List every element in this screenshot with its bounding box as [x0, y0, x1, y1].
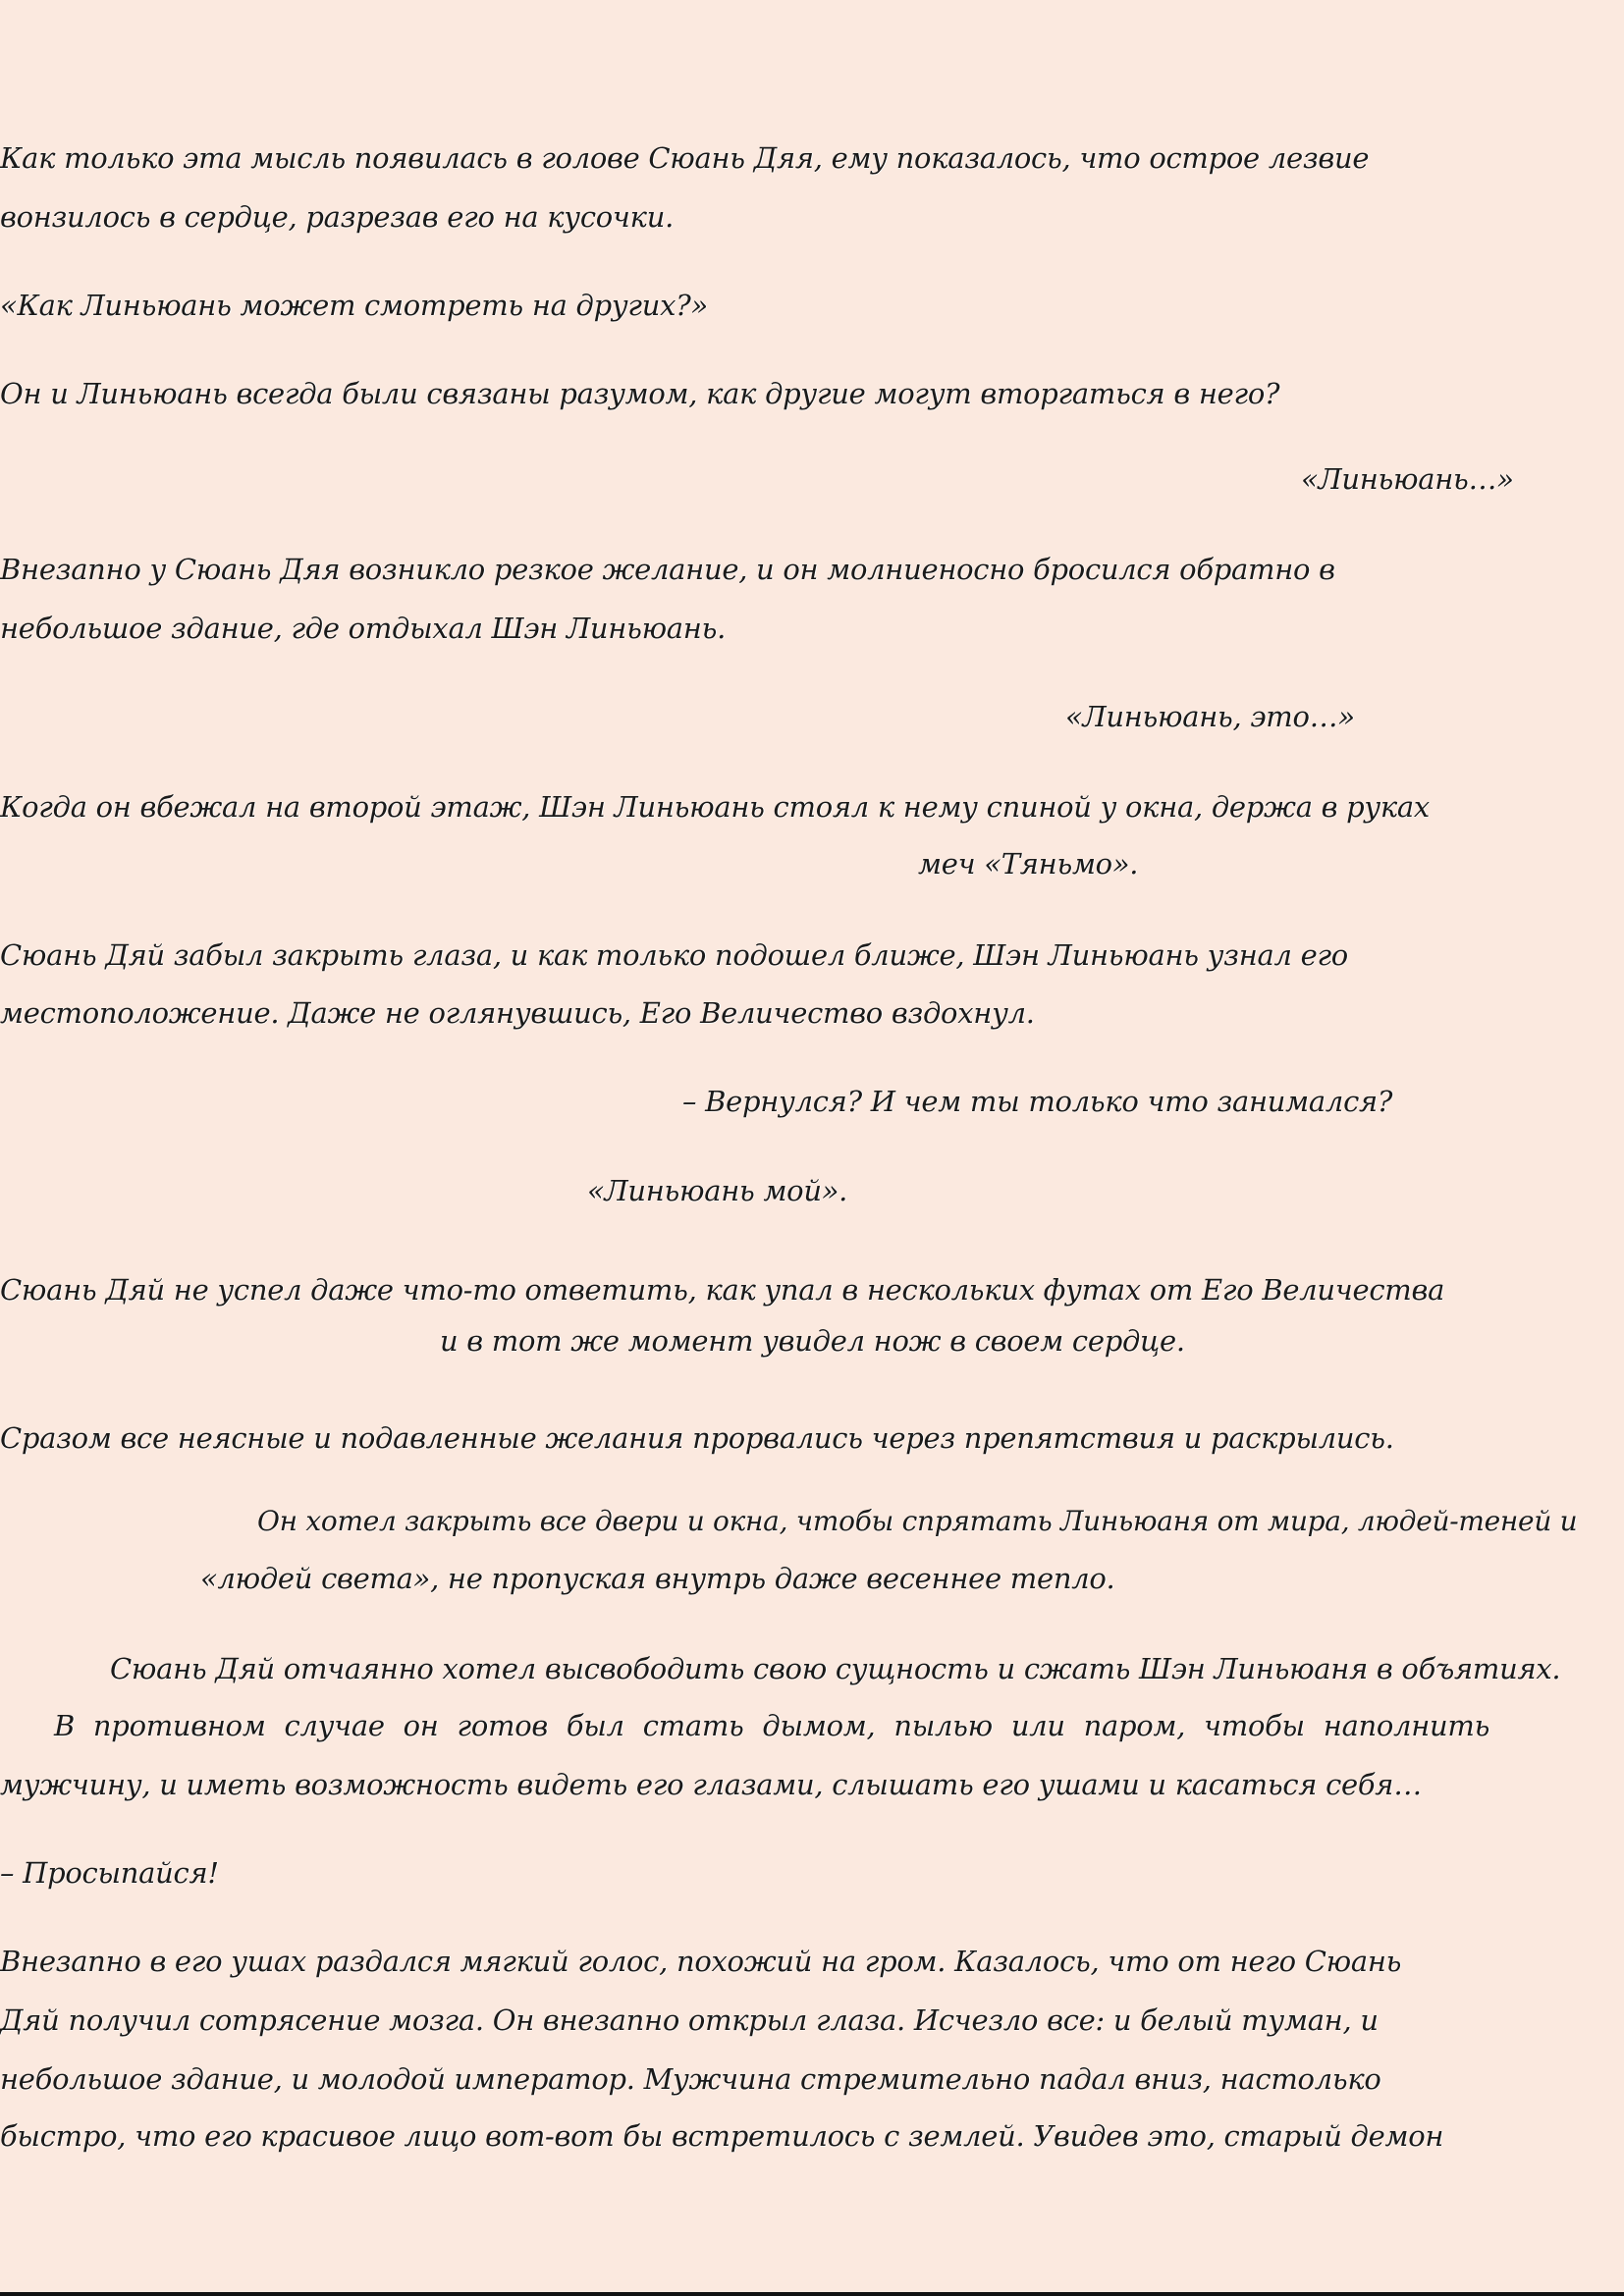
paragraph-line — [0, 2118, 1443, 2154]
line-fragment: вонзилось в сердце, разрезав его на кусочки. — [0, 200, 674, 234]
line-fragment: Сюань Дяй забыл закрыть глаза, и как только подошел ближе, Шэн Линьюань узнал его — [0, 938, 1348, 972]
paragraph-line — [0, 288, 708, 323]
paragraph-line — [1065, 699, 1355, 734]
paragraph-line — [0, 1767, 1422, 1802]
line-fragment: Внезапно у Сюань Дяя возникло резкое желание, и он молниеносно бросился обратно в — [0, 553, 1335, 586]
line-fragment: В противном случае он готов был стать дымом, пылью или паром, чтобы наполнить — [54, 1709, 1490, 1742]
paragraph-line — [110, 1651, 1560, 1686]
line-fragment: Как только эта мысль появилась в голове Сюань Дяя, ему показалось, что острое лезвие — [0, 141, 1370, 175]
paragraph-line — [0, 552, 1335, 587]
line-fragment: небольшое здание, где отдыхал Шэн Линьюань. — [0, 612, 727, 645]
line-fragment: «людей света», не пропуская внутрь даже весеннее тепло. — [200, 1562, 1115, 1595]
paragraph-line — [587, 1173, 847, 1208]
line-fragment: «Линьюань…» — [1301, 462, 1514, 496]
line-fragment: местоположение. Даже не оглянувшись, Его Величество вздохнул. — [0, 996, 1035, 1030]
line-fragment: и в тот же момент увидел нож в своем сердце. — [440, 1324, 1185, 1358]
line-fragment: Когда он вбежал на второй этаж, Шэн Линьюань стоял к нему спиной у окна, держа в руках — [0, 790, 1430, 824]
line-fragment: небольшое здание, и молодой император. Мужчина стремительно падал вниз, настолько — [0, 2062, 1381, 2096]
paragraph-line — [0, 2002, 1379, 2038]
paragraph-line — [54, 1708, 1489, 1743]
paragraph-line — [0, 1855, 219, 1891]
paragraph-line — [0, 376, 1279, 411]
line-fragment: «Линьюань мой». — [587, 1174, 848, 1207]
paragraph-line — [0, 611, 726, 646]
paragraph-line — [0, 789, 1430, 825]
paragraph-line — [0, 995, 1035, 1031]
paragraph-line — [682, 1084, 1392, 1119]
paragraph-line — [257, 1504, 1577, 1539]
line-fragment: Дяй получил сотрясение мозга. Он внезапно открыл глаза. Исчезло все: и белый туман, и — [0, 2003, 1379, 2037]
line-fragment: «Как Линьюань может смотреть на других?» — [0, 289, 708, 322]
line-fragment: «Линьюань, это…» — [1065, 700, 1355, 733]
paragraph-line — [0, 140, 1369, 176]
line-fragment: Он и Линьюань всегда были связаны разумом, как другие могут вторгаться в него? — [0, 377, 1280, 410]
line-fragment: Внезапно в его ушах раздался мягкий голос, похожий на гром. Казалось, что от него Сюань — [0, 1945, 1402, 1978]
paragraph-line — [0, 199, 674, 235]
line-fragment: Сюань Дяй не успел даже что-то ответить, как упал в нескольких футах от Его Величества — [0, 1273, 1445, 1307]
paragraph-line — [200, 1561, 1114, 1596]
paragraph-line — [0, 1272, 1444, 1308]
line-fragment: мужчину, и иметь возможность видеть его глазами, слышать его ушами и касаться себя… — [0, 1768, 1422, 1801]
line-fragment: меч «Тяньмо». — [918, 847, 1139, 881]
paragraph-line — [0, 937, 1348, 973]
paragraph-line — [440, 1323, 1185, 1359]
paragraph-line — [1301, 461, 1514, 497]
paragraph-line — [918, 846, 1138, 881]
paragraph-line — [0, 2061, 1381, 2097]
paragraph-line — [0, 1944, 1401, 1979]
line-fragment: Сразом все неясные и подавленные желания прорвались через препятствия и раскрылись. — [0, 1421, 1394, 1455]
page-bottom-border — [0, 2292, 1624, 2296]
line-fragment: – Просыпайся! — [0, 1856, 219, 1890]
line-fragment: Сюань Дяй отчаянно хотел высвободить свою сущность и сжать Шэн Линьюаня в объятиях. — [110, 1652, 1561, 1685]
paragraph-line — [0, 1420, 1394, 1456]
line-fragment: быстро, что его красивое лицо вот-вот бы встретилось с землей. Увидев это, старый демон — [0, 2119, 1444, 2153]
line-fragment: – Вернулся? И чем ты только что занимался? — [682, 1085, 1393, 1118]
line-fragment: Он хотел закрыть все двери и окна, чтобы спрятать Линьюаня от мира, людей-теней и — [257, 1505, 1578, 1537]
